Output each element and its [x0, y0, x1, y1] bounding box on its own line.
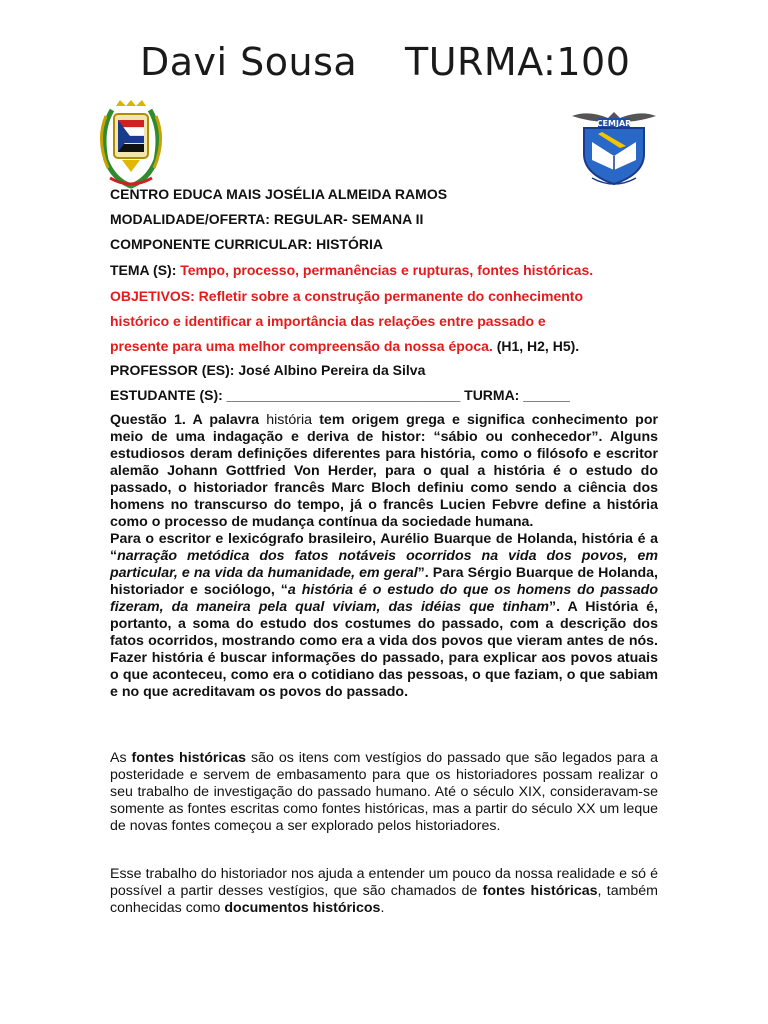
historian-paragraph [110, 866, 658, 917]
p4-term-fontes: fontes históricas [482, 883, 598, 899]
q1-word-historia: história [266, 412, 313, 428]
objectives-line-1: OBJETIVOS: Refletir sobre a construção permanente do conhecimento [110, 288, 583, 304]
student-name-handwritten: Davi Sousa [140, 40, 358, 84]
sources-paragraph [110, 750, 658, 835]
cemjar-logo-icon [568, 108, 660, 190]
theme-label: TEMA (S): [110, 262, 181, 278]
p2-body: ”. A História é, portanto, a soma do estudo dos costumes do passado, com a descrição dos fatos ocorridos, mostrando como era a vida dos povos que vieram antes de nós. Fazer história é buscar informações do passado, para explicar aos povos atuais o que aconteceu, como era o cotidiano das pessoas, o que faziam, o que sabiam e no que acreditavam os povos do passado. [110, 599, 658, 700]
class-handwritten: TURMA:100 [405, 40, 631, 84]
school-name: CENTRO EDUCA MAIS JOSÉLIA ALMEIDA RAMOS [110, 186, 448, 202]
p4-term-documentos: documentos históricos [224, 900, 381, 916]
objectives-text-3: presente para uma melhor compreensão da nossa época. [110, 338, 493, 354]
objectives-line-3 [110, 338, 579, 354]
theme-value: Tempo, processo, permanências e rupturas, fontes históricas. [180, 262, 594, 278]
p4-intro: Esse trabalho do historiador nos ajuda a entender um pouco da nossa realidade e só é possível a partir desses vestígios, que são chamados de [110, 866, 658, 899]
modality-line: MODALIDADE/OFERTA: REGULAR- SEMANA II [110, 211, 424, 227]
p2-middle: ”. Para Sérgio Buarque de Holanda, historiador e sociólogo, “ [110, 565, 658, 598]
question-1-paragraph [110, 412, 658, 701]
p3-intro: As [110, 750, 132, 766]
q1-intro: Questão 1. A palavra [110, 412, 267, 428]
objectives-line-2: histórico e identificar a importância das relações entre passado e [110, 313, 546, 329]
p4-middle: , também conhecidas como [110, 883, 659, 916]
teacher-line: PROFESSOR (ES): José Albino Pereira da Silva [110, 362, 426, 378]
student-line: ESTUDANTE (S): ______________________________ TURMA: ______ [110, 387, 570, 403]
p2-intro: Para o escritor e lexicógrafo brasileiro, Aurélio Buarque de Holanda, história é a “ [110, 531, 658, 564]
theme-line [110, 262, 593, 278]
p2-quote-sergio: a história é o estudo do que os homens do passado fizeram, da maneira pela qual viviam, das idéias que tinham [110, 582, 659, 615]
q1-body: tem origem grega e significa conhecimento por meio de uma indagação e deriva de histor: “sábio ou conhecedor”. Alguns estudiosos deram definições diferentes para história, como o filósofo e escritor alemão Johann Gottfried Von Herder, para o qual a história é o estudo do passado, o historiador francês Marc Bloch definiu como sendo a ciência dos homens no transcurso do tempo, já o francês Lucien Febvre define a história como o processo de mudança contínua da sociedade humana. [110, 412, 659, 530]
p3-body: são os itens com vestígios do passado que são legados para a posteridade e servem de embasamento para que os historiadores possam realizar o seu trabalho de investigação do passado humano. Até o século XIX, consideravam-se somente as fontes escritas como fontes históricas, mas a partir do século XX um leque de novas fontes começou a ser explorado pelos historiadores. [110, 750, 659, 834]
p4-end: . [380, 900, 385, 916]
p3-term-fontes: fontes históricas [131, 750, 247, 766]
cemjar-text: CEMJAR [596, 119, 632, 128]
p2-quote-aurelio: narração metódica dos fatos notáveis ocorridos na vida dos povos, em particular, e na vida da humanidade, em geral [110, 548, 658, 581]
curricular-component: COMPONENTE CURRICULAR: HISTÓRIA [110, 236, 383, 252]
objectives-codes: (H1, H2, H5). [492, 338, 580, 354]
coat-of-arms-icon [92, 100, 170, 190]
